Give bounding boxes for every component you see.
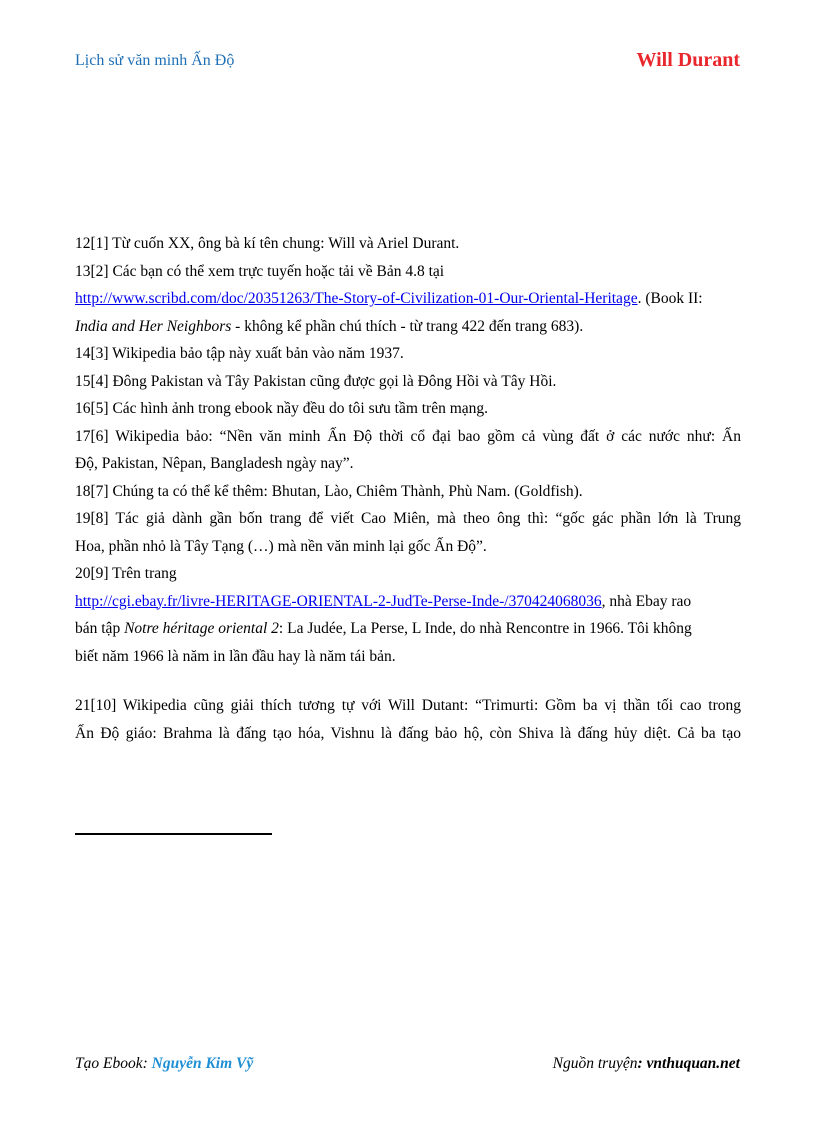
note-13-rest: - không kể phần chú thích - từ trang 422 đến trang 683). bbox=[231, 317, 584, 335]
note-17-line-1: 17[6] Wikipedia bảo: “Nền văn minh Ấn Độ thời cổ đại bao gồm cả vùng đất ở các nước như: Ấn bbox=[75, 427, 741, 445]
notre-heritage-italic: Notre héritage oriental 2 bbox=[124, 620, 279, 637]
note-13-line-3 bbox=[75, 313, 741, 341]
note-15: 15[4] Đông Pakistan và Tây Pakistan cũng được gọi là Đông Hồi và Tây Hồi. bbox=[75, 372, 557, 390]
note-20-line-4: biết năm 1966 là năm in lần đầu hay là năm tái bản. bbox=[75, 647, 396, 665]
note-13-line-1: 13[2] Các bạn có thể xem trực tuyến hoặc tải về Bản 4.8 tại bbox=[75, 262, 445, 280]
note-20-line-1: 20[9] Trên trang bbox=[75, 565, 177, 582]
note-20-pre: bán tập bbox=[75, 620, 125, 637]
note-12: 12[1] Từ cuốn XX, ông bà kí tên chung: Will và Ariel Durant. bbox=[75, 235, 460, 252]
note-19-line-1: 19[8] Tác giả dành gần bốn trang để viết Cao Miên, mà theo ông thì: “gốc gác phần lớn là Trung bbox=[75, 510, 741, 527]
source-label: Nguồn truyện bbox=[552, 1055, 638, 1072]
ebay-link[interactable]: http://cgi.ebay.fr/livre-HERITAGE-ORIENTAL-2-JudTe-Perse-Inde-/370424068036 bbox=[75, 592, 602, 610]
footer-source bbox=[553, 1055, 740, 1073]
note-20-line-2 bbox=[75, 588, 741, 616]
note-18: 18[7] Chúng ta có thể kể thêm: Bhutan, Lào, Chiêm Thành, Phù Nam. (Goldfish). bbox=[75, 482, 583, 500]
note-21-line-2: Ấn Độ giáo: Brahma là đấng tạo hóa, Vishnu là đấng bảo hộ, còn Shiva là đấng hủy diệt. Cả ba tạo bbox=[75, 724, 741, 742]
source-site: vnthuquan.net bbox=[646, 1055, 740, 1072]
ebook-creator-name: Nguyễn Kim Vỹ bbox=[151, 1055, 254, 1072]
note-13-line-2 bbox=[75, 285, 741, 313]
note-20-line-3 bbox=[75, 615, 741, 643]
note-20-post: : La Judée, La Perse, L Inde, do nhà Rencontre in 1966. Tôi không bbox=[278, 620, 692, 637]
book-title-italic: India and Her Neighbors bbox=[75, 317, 232, 335]
note-17-line-2: Độ, Pakistan, Nêpan, Bangladesh ngày nay”. bbox=[75, 455, 354, 472]
paragraph-gap bbox=[75, 670, 741, 692]
footnotes-section bbox=[75, 230, 741, 747]
header-author: Will Durant bbox=[636, 49, 740, 71]
note-21-line-1: 21[10] Wikipedia cũng giải thích tương tự với Will Dutant: “Trimurti: Gồm ba vị thần tối cao trong bbox=[75, 697, 741, 714]
note-19-line-2: Hoa, phần nhỏ là Tây Tạng (…) mà nền văn minh lại gốc Ấn Độ”. bbox=[75, 537, 487, 555]
note-14: 14[3] Wikipedia bảo tập này xuất bản vào năm 1937. bbox=[75, 345, 404, 362]
note-16: 16[5] Các hình ảnh trong ebook nầy đều do tôi sưu tầm trên mạng. bbox=[75, 400, 489, 417]
footer-ebook-credit bbox=[75, 1055, 253, 1073]
header-book-title: Lịch sử văn minh Ấn Độ bbox=[75, 52, 235, 69]
ebook-label: Tạo Ebook bbox=[75, 1055, 143, 1072]
note-20-after-link: , nhà Ebay rao bbox=[601, 592, 692, 610]
source-separator: : bbox=[637, 1055, 647, 1072]
note-13-after-link: . (Book II: bbox=[637, 290, 703, 307]
footnote-separator-rule bbox=[75, 833, 272, 835]
ebook-separator: : bbox=[142, 1055, 152, 1072]
scribd-link[interactable]: http://www.scribd.com/doc/20351263/The-Story-of-Civilization-01-Our-Oriental-Heritage bbox=[75, 290, 638, 307]
